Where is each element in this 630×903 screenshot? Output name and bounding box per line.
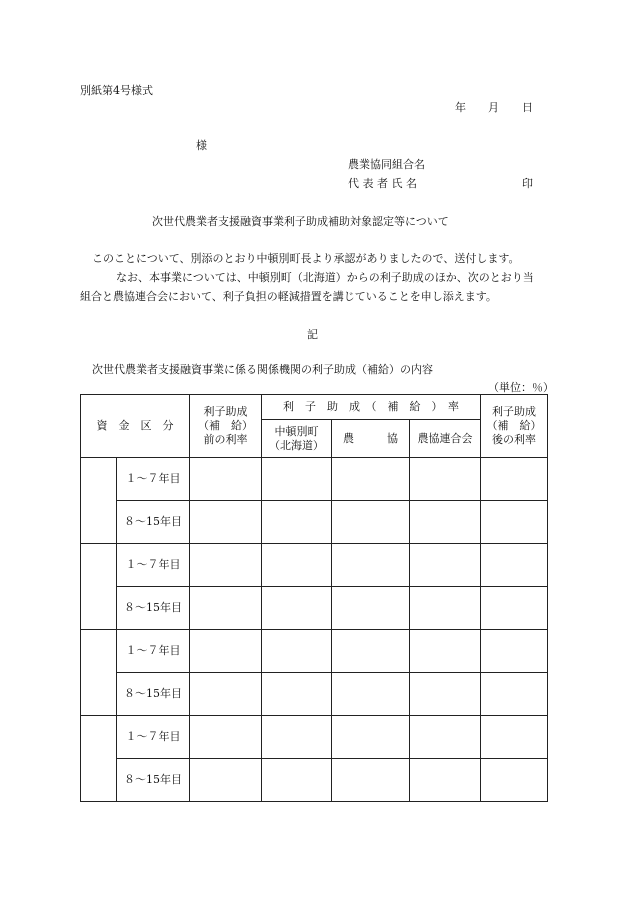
rate-cell[interactable]	[481, 673, 548, 716]
header-before-line-1: 利子助成	[203, 405, 248, 419]
representative-label: 代 表 者 氏 名	[348, 177, 417, 190]
rate-cell[interactable]	[410, 630, 481, 673]
fund-type-cell[interactable]	[81, 458, 117, 544]
header-town-line-2: （北海道）	[269, 438, 324, 452]
body-line-2: なお、本事業については、中頓別町（北海道）からの利子助成のほか、次のとおり当	[116, 271, 534, 284]
fund-type-cell[interactable]	[81, 716, 117, 802]
rate-cell[interactable]	[410, 759, 481, 802]
rate-cell[interactable]	[410, 458, 481, 501]
rate-cell[interactable]	[410, 587, 481, 630]
header-before-line-2: （補 給）	[198, 419, 253, 433]
rate-cell[interactable]	[332, 759, 410, 802]
ki-heading: 記	[307, 328, 318, 341]
rate-cell[interactable]	[481, 759, 548, 802]
addressee-suffix: 様	[196, 139, 207, 152]
body-line-1: このことについて、別添のとおり中頓別町長より承認がありましたので、送付します。	[92, 252, 520, 265]
rate-cell[interactable]	[190, 673, 262, 716]
rate-cell[interactable]	[481, 716, 548, 759]
unit-label: （単位：％）	[488, 381, 554, 394]
header-federation: 農協連合会	[410, 420, 481, 458]
rate-cell[interactable]	[481, 630, 548, 673]
date-day: 日	[522, 101, 533, 114]
interest-subsidy-table	[80, 394, 548, 802]
rate-cell[interactable]	[262, 716, 332, 759]
rate-cell[interactable]	[262, 759, 332, 802]
rate-cell[interactable]	[481, 544, 548, 587]
header-fund-category: 資 金 区 分	[81, 395, 190, 458]
rate-cell[interactable]	[190, 458, 262, 501]
fund-type-cell[interactable]	[81, 544, 117, 630]
rate-cell[interactable]	[262, 544, 332, 587]
rate-cell[interactable]	[410, 673, 481, 716]
rate-cell[interactable]	[262, 673, 332, 716]
header-rate-after	[481, 395, 548, 458]
rate-cell[interactable]	[190, 716, 262, 759]
header-before-line-3: 前の利率	[203, 432, 248, 446]
rate-cell[interactable]	[410, 716, 481, 759]
header-subsidy-rate-group: 利 子 助 成 （ 補 給 ） 率	[262, 395, 481, 420]
header-rate-before	[190, 395, 262, 458]
header-town-line-1: 中頓別町	[274, 424, 319, 438]
rate-cell[interactable]	[410, 501, 481, 544]
rate-cell[interactable]	[262, 458, 332, 501]
period-label: １～７年目	[117, 630, 190, 673]
rate-cell[interactable]	[262, 630, 332, 673]
period-label: ８～15年目	[117, 673, 190, 716]
rate-cell[interactable]	[190, 630, 262, 673]
period-label: ８～15年目	[117, 501, 190, 544]
rate-cell[interactable]	[481, 501, 548, 544]
header-town	[262, 420, 332, 458]
rate-cell[interactable]	[190, 544, 262, 587]
period-label: ８～15年目	[117, 759, 190, 802]
fund-type-cell[interactable]	[81, 630, 117, 716]
table-caption: 次世代農業者支援融資事業に係る関係機関の利子助成（補給）の内容	[92, 363, 433, 376]
org-name-label: 農業協同組合名	[348, 158, 425, 171]
seal-mark: 印	[522, 177, 533, 190]
period-label: １～７年目	[117, 544, 190, 587]
rate-cell[interactable]	[332, 673, 410, 716]
date-month: 月	[488, 101, 499, 114]
rate-cell[interactable]	[410, 544, 481, 587]
rate-cell[interactable]	[481, 587, 548, 630]
rate-cell[interactable]	[332, 587, 410, 630]
rate-cell[interactable]	[190, 587, 262, 630]
body-line-3: 組合と農協連合会において、利子負担の軽減措置を講じていることを申し添えます。	[80, 290, 497, 303]
rate-cell[interactable]	[332, 458, 410, 501]
header-noukyou: 農 協	[332, 420, 410, 458]
period-label: １～７年目	[117, 716, 190, 759]
rate-cell[interactable]	[190, 501, 262, 544]
date-year: 年	[455, 101, 466, 114]
form-number: 別紙第4号様式	[80, 84, 153, 97]
header-after-line-3: 後の利率	[492, 432, 536, 446]
rate-cell[interactable]	[262, 501, 332, 544]
period-label: ８～15年目	[117, 587, 190, 630]
subject-title: 次世代農業者支援融資事業利子助成補助対象認定等について	[152, 215, 449, 228]
rate-cell[interactable]	[190, 759, 262, 802]
rate-cell[interactable]	[481, 458, 548, 501]
period-label: １～７年目	[117, 458, 190, 501]
header-after-line-2: （補 給）	[486, 419, 542, 433]
rate-cell[interactable]	[332, 501, 410, 544]
rate-cell[interactable]	[332, 544, 410, 587]
rate-cell[interactable]	[332, 716, 410, 759]
header-after-line-1: 利子助成	[492, 405, 536, 419]
rate-cell[interactable]	[332, 630, 410, 673]
rate-cell[interactable]	[262, 587, 332, 630]
